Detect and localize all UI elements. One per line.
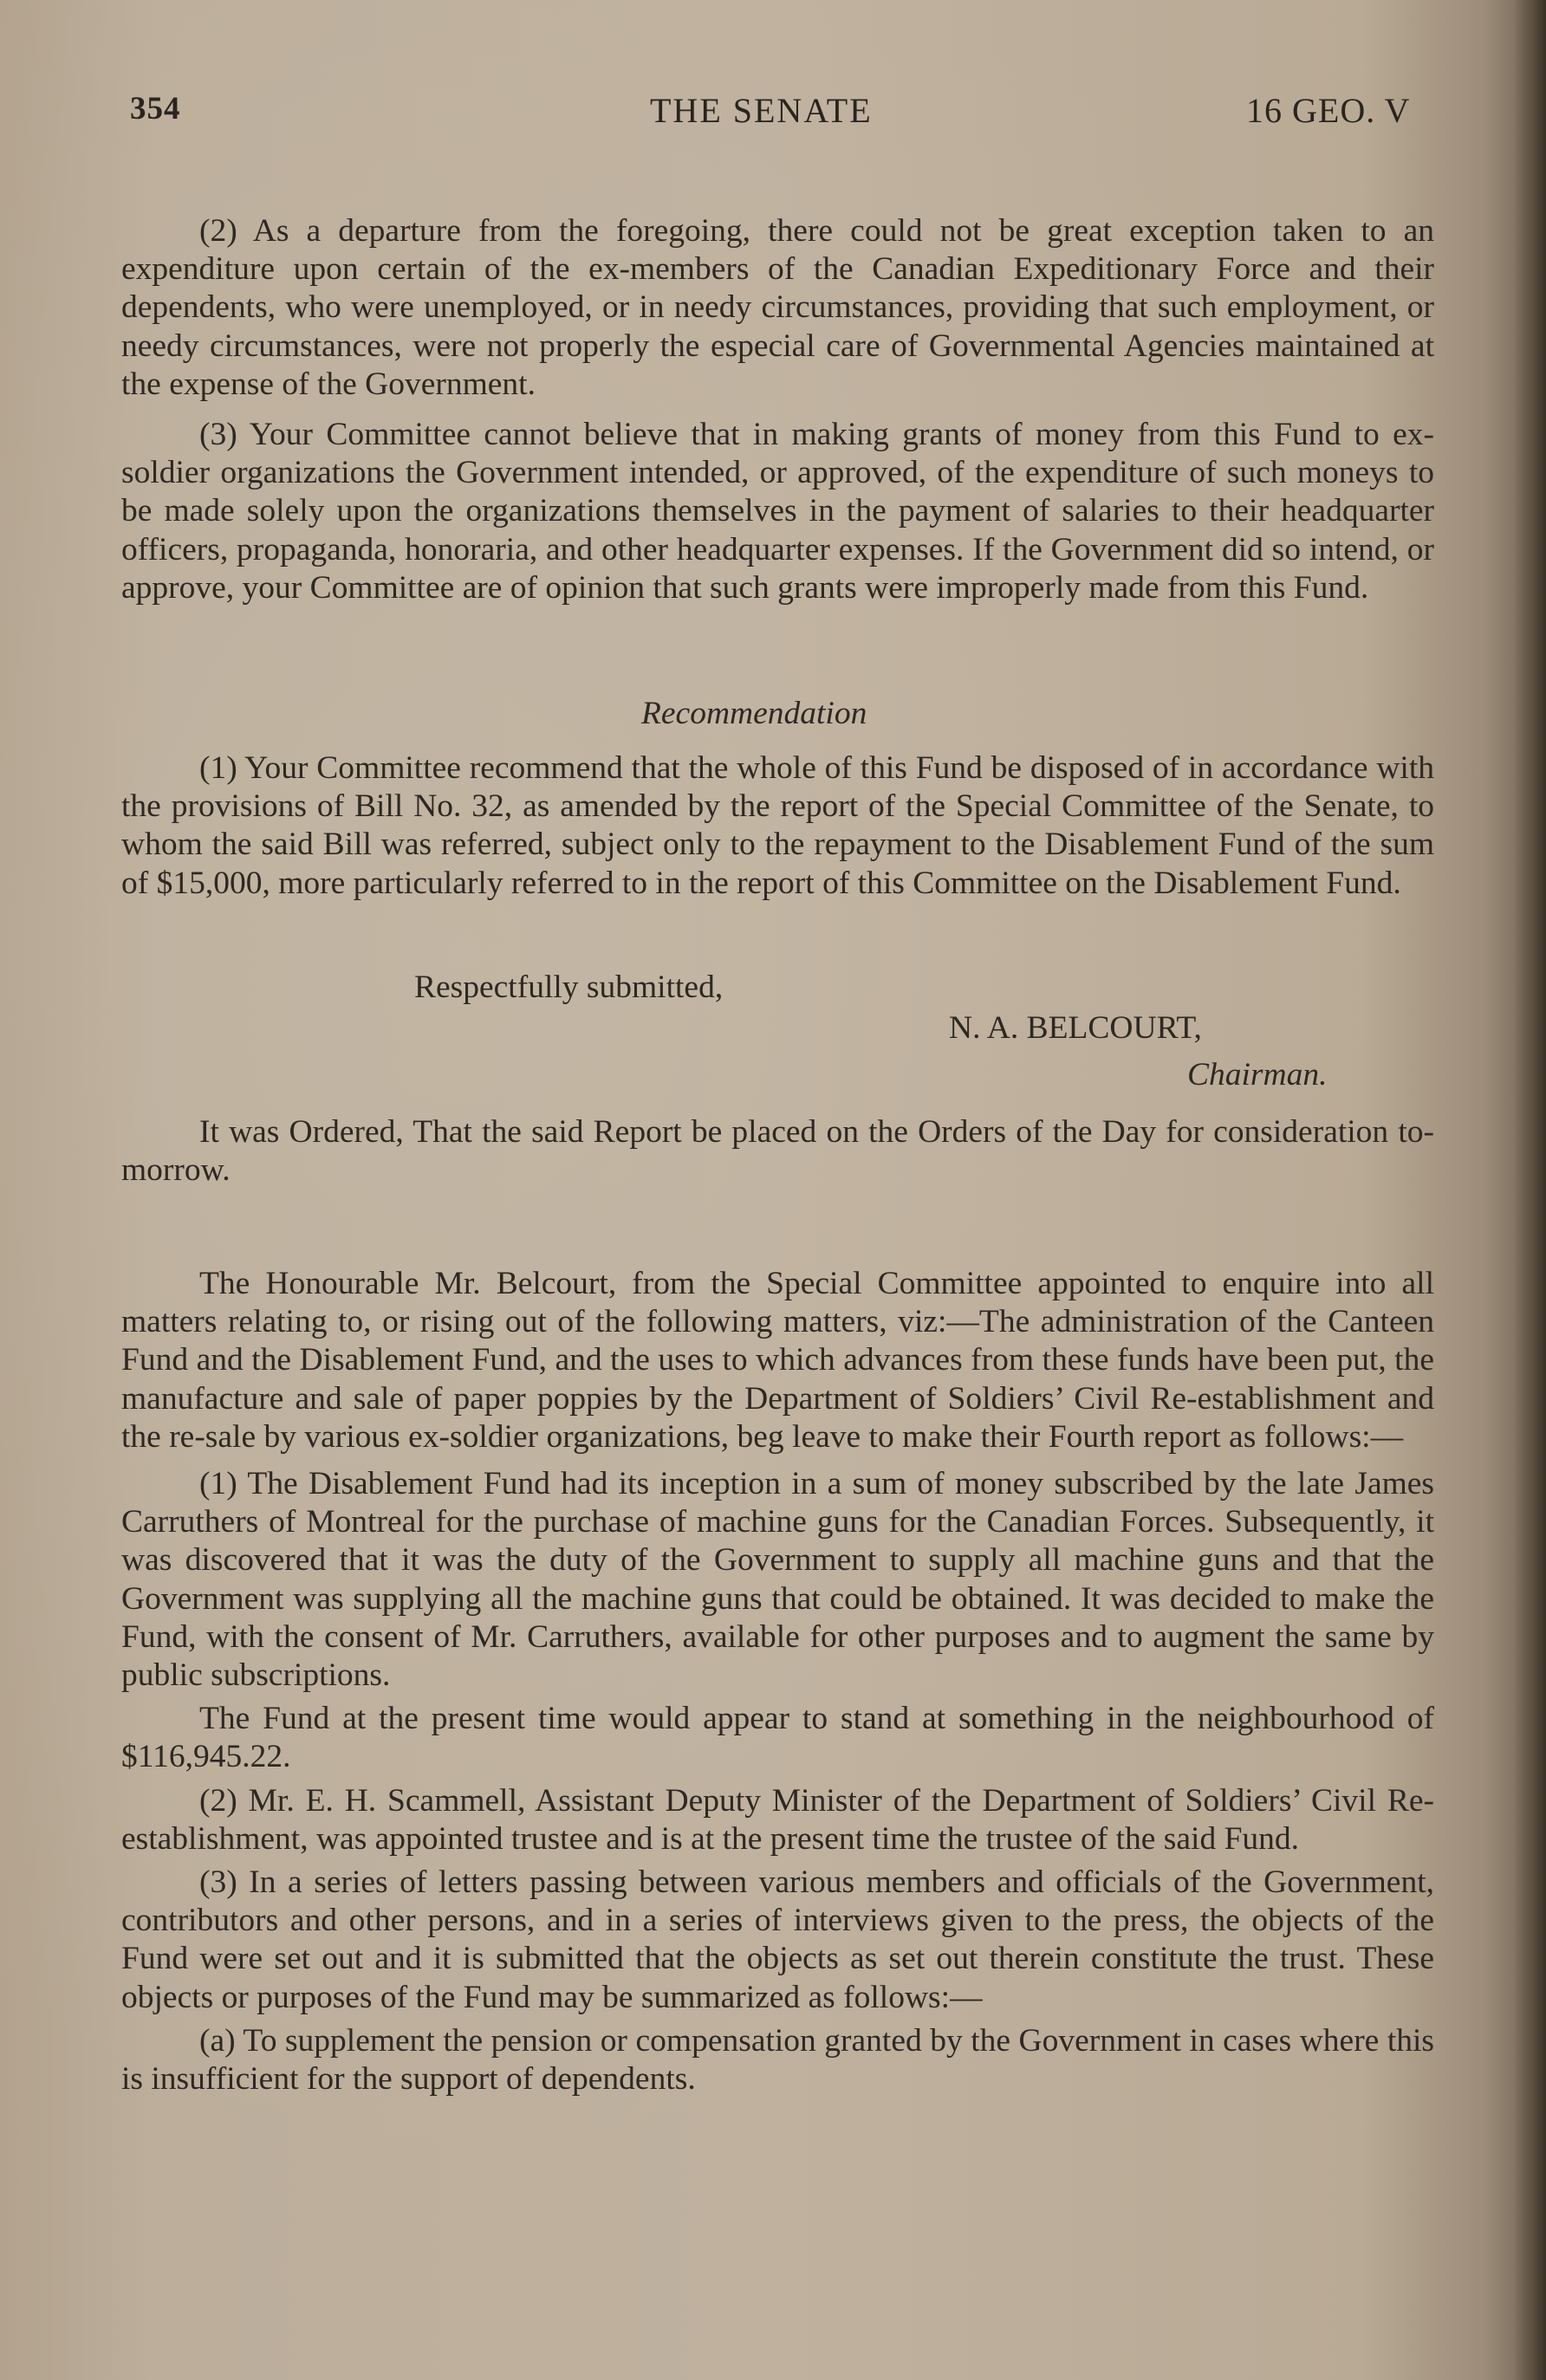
section-committee-findings [121, 212, 1434, 607]
disablement-paragraph-3: (3) In a series of letters passing between various members and officials of the Government, contributors and other persons, and in a series of interviews given to the press, the objects of the Fund were set out and it is submitted that the objects as set out therein constitute the trust. These objects or purposes of the Fund may be summarized as follows:— [121, 1864, 1434, 2015]
order-paragraph: It was Ordered, That the said Report be placed on the Orders of the Day for consideration to-morrow. [121, 1114, 1434, 1189]
section-fourth-report [121, 1265, 1434, 2098]
closing-line: Respectfully submitted, [414, 970, 724, 1005]
disablement-paragraph-2: (2) Mr. E. H. Scammell, Assistant Deputy Minister of the Department of Soldiers’ Civil Re-establishment, was appointed trustee and is at the present time the trustee of the said Fund. [121, 1782, 1434, 1857]
page-number: 354 [130, 91, 181, 126]
paragraph-3: (3) Your Committee cannot believe that in making grants of money from this Fund to ex-soldier organizations the Government intended, or approved, of the expenditure of such moneys to be made solely upon the organizations themselves in the payment of salaries to their headquarter officers, propaganda, honoraria, and other headquarter expenses. If the Government did so intend, or approve, your Committee are of opinion that such grants were improperly made from this Fund. [121, 417, 1434, 606]
paragraph-2: (2) As a departure from the foregoing, there could not be great exception taken to an expenditure upon certain of the ex-members of the Canadian Expeditionary Force and their dependents, who were unemployed, or in needy circumstances, providing that such employment, or needy circumstances, were not properly the especial care of Governmental Agencies maintained at the expense of the Government. [121, 213, 1434, 402]
section-order [121, 1113, 1434, 1190]
section-recommendation [121, 749, 1434, 903]
signatory-name: N. A. BELCOURT, [949, 1010, 1202, 1046]
recommendation-1: (1) Your Committee recommend that the whole of this Fund be disposed of in accordance with the provisions of Bill No. 32, as amended by the report of the Special Committee of the Senate, to whom the said Bill was referred, subject only to the repayment to the Disablement Fund of the sum of $15,000, more particularly referred to in the report of this Committee on the Disablement Fund. [121, 750, 1434, 901]
recommendation-heading: Recommendation [641, 696, 867, 731]
disablement-paragraph-1b: The Fund at the present time would appear to stand at something in the neighbourhood of $116,945.22. [121, 1701, 1434, 1775]
running-title: THE SENATE [650, 91, 873, 130]
session-label: 16 GEO. V [1246, 91, 1411, 130]
intro-paragraph: The Honourable Mr. Belcourt, from the Special Committee appointed to enquire into all matters relating to, or rising out of the following matters, viz:—The administration of the Canteen Fund and the Disablement Fund, and the uses to which advances from these funds have been put, the manufacture and sale of paper poppies by the Department of Soldiers’ Civil Re-establishment and the re-sale by various ex-soldier organizations, beg leave to make their Fourth report as follows:— [121, 1266, 1434, 1455]
disablement-item-a: (a) To supplement the pension or compensation granted by the Government in cases where this is insufficient for the support of dependents. [121, 2022, 1434, 2098]
disablement-paragraph-1: (1) The Disablement Fund had its inception in a sum of money subscribed by the late James Carruthers of Montreal for the purchase of machine guns for the Canadian Forces. Subsequently, it was discovered that it was the duty of the Government to supply all machine guns and that the Government was supplying all the machine guns that could be obtained. It was decided to make the Fund, with the consent of Mr. Carruthers, available for other purposes and to augment the same by public subscriptions. [121, 1466, 1434, 1694]
signatory-title: Chairman. [1187, 1057, 1328, 1093]
page-edge-shadow [1513, 0, 1546, 2380]
